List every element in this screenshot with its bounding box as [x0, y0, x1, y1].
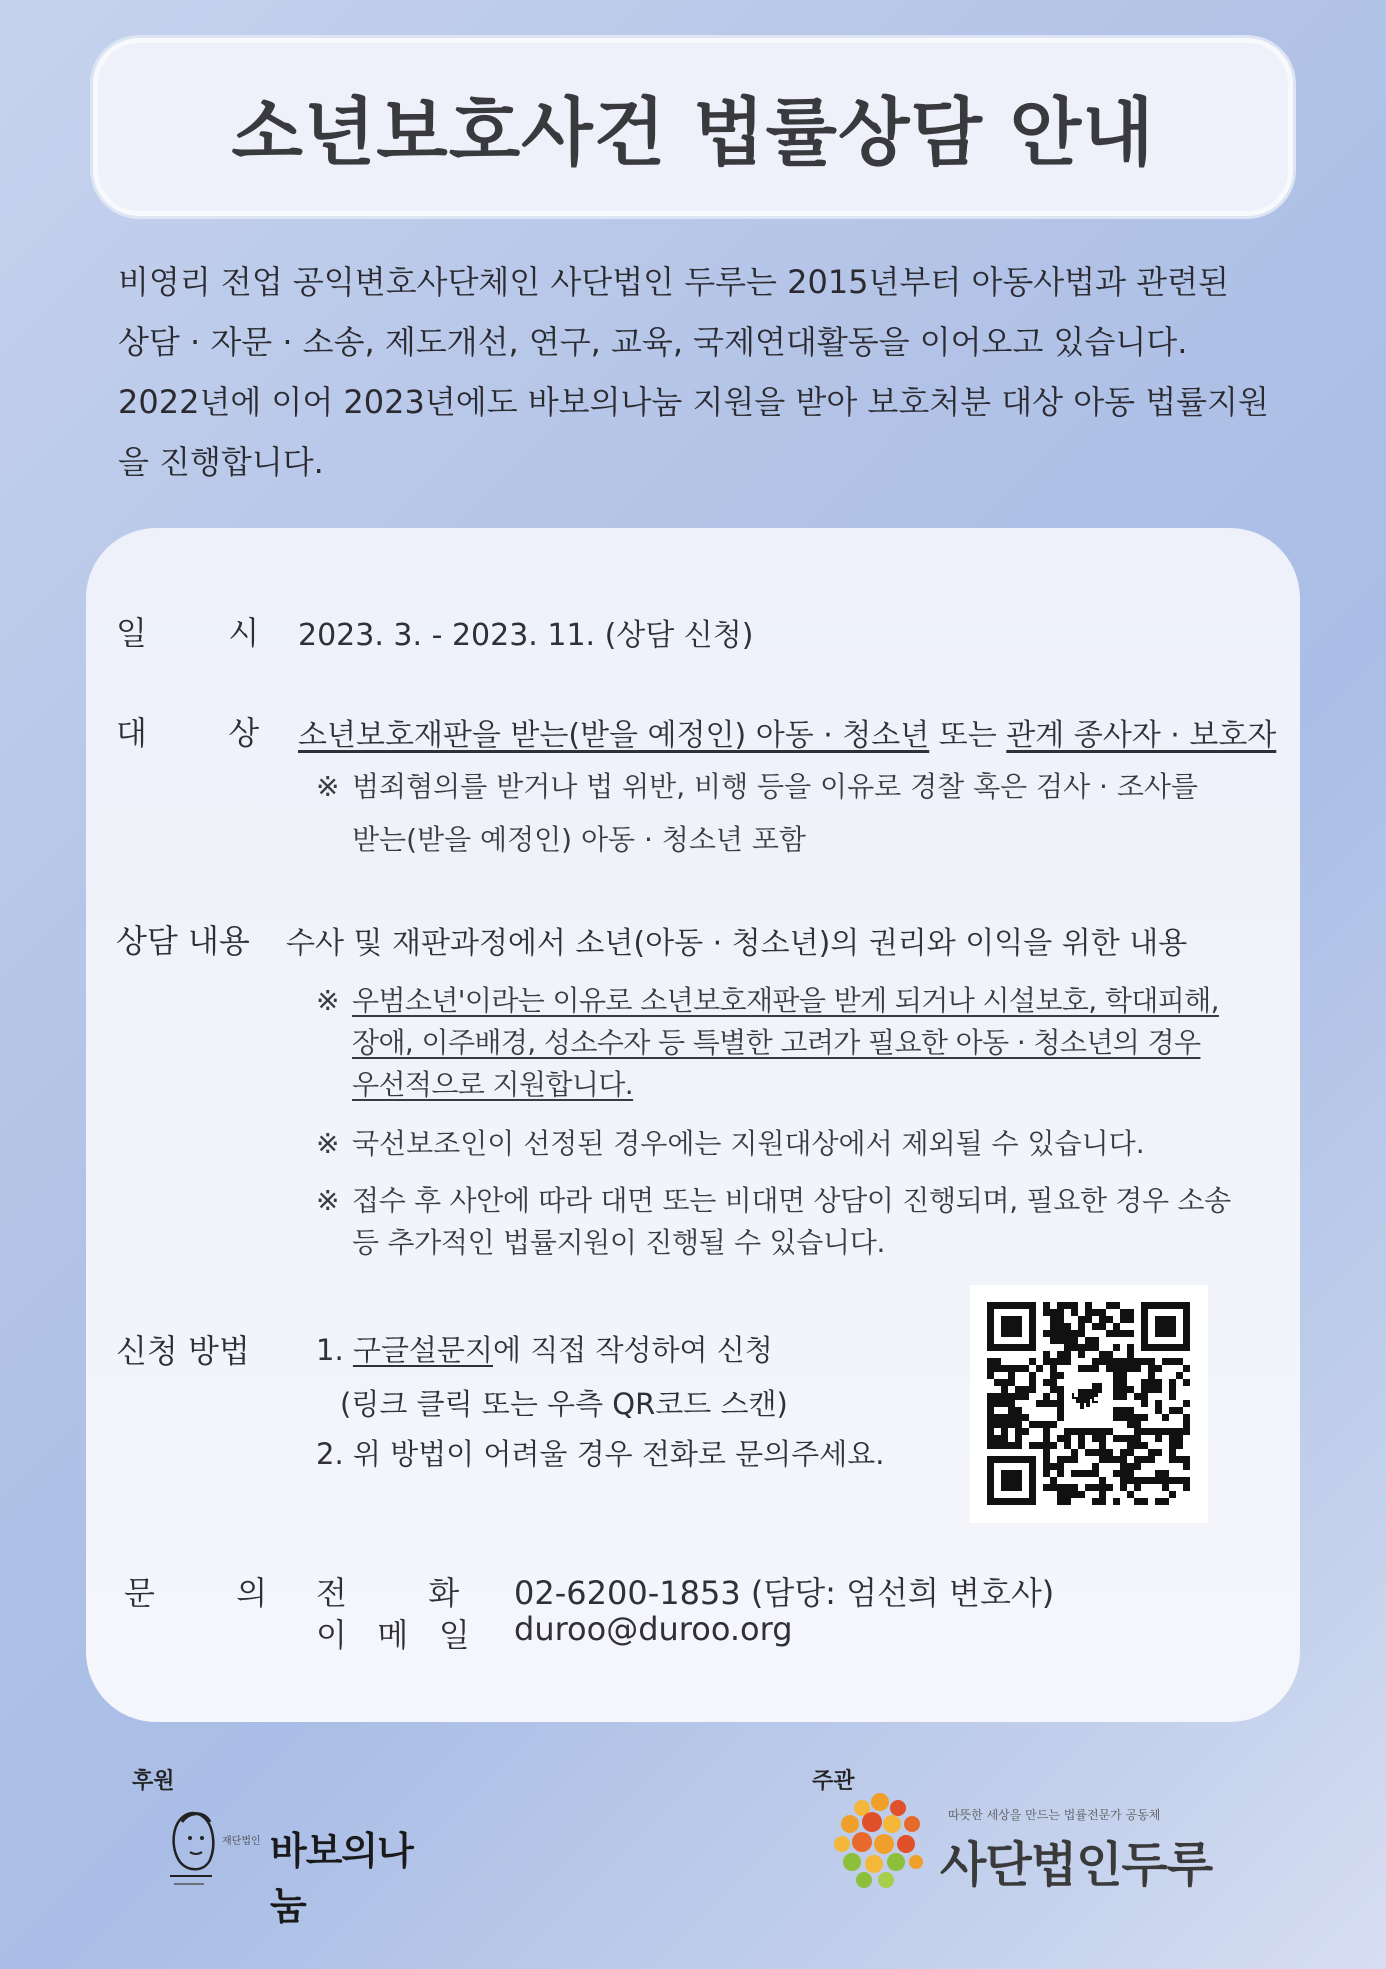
logo-dot — [874, 1834, 894, 1854]
target-value — [298, 710, 1276, 754]
qr-code[interactable] — [970, 1285, 1208, 1523]
apply-step1-sub: (링크 클릭 또는 우측 QR코드 스캔) — [340, 1387, 788, 1421]
reference-mark: ※ — [316, 984, 340, 1017]
apply-step1-number: 1. — [316, 1333, 353, 1367]
sponsor-label: 후원 — [132, 1769, 175, 1794]
qr-finder-pattern — [1001, 1316, 1022, 1337]
logo-dot — [841, 1815, 859, 1833]
target-note-line: 범죄혐의를 받거나 법 위반, 비행 등을 이유로 경찰 혹은 검사 · 조사를 — [352, 770, 1199, 803]
target-label: 대 상 — [116, 714, 260, 752]
schedule-label: 일 시 — [116, 614, 260, 652]
sponsor-logo-small: 재단법인 — [222, 1836, 261, 1847]
organizer-label: 주관 — [812, 1769, 855, 1794]
logo-dot — [871, 1793, 889, 1811]
content-note-priority — [316, 980, 1276, 1106]
dinosaur-icon — [1072, 1383, 1102, 1409]
intro-line: 상담 · 자문 · 소송, 제도개선, 연구, 교육, 국제연대활동을 이어오고 있습니다. — [118, 323, 1188, 361]
logo-dot — [865, 1855, 883, 1873]
logo-dot — [862, 1812, 882, 1832]
intro-line: 비영리 전업 공익변호사단체인 사단법인 두루는 2015년부터 아동사법과 관련된 — [118, 263, 1229, 301]
email-label: 이 메 일 — [316, 1616, 470, 1654]
reference-mark: ※ — [316, 1127, 340, 1160]
content-note-line: 등 추가적인 법률지원이 진행될 수 있습니다. — [352, 1226, 886, 1259]
phone-value[interactable]: 02-6200-1853 (담당: 엄선희 변호사) — [514, 1574, 1055, 1612]
logo-dot — [834, 1836, 850, 1852]
page-title: 소년보호사건 법률상담 안내 — [231, 90, 1155, 176]
phone-label: 전 화 — [316, 1574, 460, 1612]
apply-label: 신청 방법 — [116, 1332, 250, 1370]
logo-dot — [883, 1815, 901, 1833]
schedule-value: 2023. 3. - 2023. 11. (상담 신청) — [298, 618, 754, 653]
target-note-line: 받는(받을 예정인) 아동 · 청소년 포함 — [352, 823, 806, 856]
reference-mark: ※ — [316, 1184, 340, 1217]
sponsor-logo-text: 바보의나눔 — [270, 1828, 413, 1928]
logo-dot — [890, 1800, 906, 1816]
logo-dot — [843, 1853, 861, 1871]
organizer-name: 사단법인두루 — [940, 1837, 1213, 1893]
logo-dot — [909, 1855, 923, 1869]
reference-mark: ※ — [316, 770, 340, 803]
qr-code-image — [970, 1285, 1208, 1523]
logo-dot — [897, 1835, 915, 1853]
logo-dot — [887, 1853, 905, 1871]
contact-label: 문 의 — [124, 1574, 268, 1612]
content-note-line: 우선적으로 지원합니다. — [352, 1068, 634, 1101]
logo-dot — [904, 1816, 920, 1832]
content-note-line: 국선보조인이 선정된 경우에는 지원대상에서 제외될 수 있습니다. — [352, 1127, 1145, 1160]
qr-finder-pattern — [1155, 1316, 1176, 1337]
content-note-line: 장애, 이주배경, 성소수자 등 특별한 고려가 필요한 아동 · 청소년의 경우 — [352, 1026, 1201, 1059]
target-primary: 소년보호재판을 받는(받을 예정인) 아동 · 청소년 — [298, 718, 930, 753]
duroo-dots-icon — [830, 1792, 930, 1892]
email-value[interactable]: duroo@duroo.org — [514, 1610, 793, 1648]
organizer-logo — [830, 1790, 1230, 1900]
apply-step1 — [316, 1328, 773, 1369]
content-value: 수사 및 재판과정에서 소년(아동 · 청소년)의 권리와 이익을 위한 내용 — [286, 926, 1188, 961]
logo-dot — [852, 1832, 872, 1852]
target-connector: 또는 — [929, 718, 1007, 753]
target-secondary: 관계 종사자 · 보호자 — [1006, 718, 1277, 753]
intro-line: 을 진행합니다. — [118, 443, 324, 481]
apply-step1-text: 에 직접 작성하여 신청 — [492, 1333, 773, 1367]
content-note-exclusion — [316, 1122, 1276, 1165]
content-label: 상담 내용 — [116, 922, 250, 960]
apply-step2: 2. 위 방법이 어려울 경우 전화로 문의주세요. — [316, 1437, 885, 1471]
qr-finder-pattern — [1001, 1470, 1022, 1491]
logo-dot — [856, 1872, 872, 1888]
organizer-tagline: 따뜻한 세상을 만드는 법률전문가 공동체 — [948, 1808, 1161, 1822]
logo-dot — [878, 1872, 894, 1888]
sponsor-logo — [164, 1802, 434, 1928]
intro-paragraph — [118, 252, 1298, 492]
google-form-link[interactable]: 구글설문지 — [352, 1333, 493, 1367]
intro-line: 2022년에 이어 2023년에도 바보의나눔 지원을 받아 보호처분 대상 아동 법률지원 — [118, 383, 1269, 421]
content-note-line: 접수 후 사안에 따라 대면 또는 비대면 상담이 진행되며, 필요한 경우 소송 — [352, 1184, 1231, 1217]
content-note-process — [316, 1180, 1276, 1264]
target-note — [316, 765, 1276, 861]
title-banner — [93, 38, 1293, 216]
content-note-line: 우범소년'이라는 이유로 소년보호재판을 받게 되거나 시설보호, 학대피해, — [352, 984, 1219, 1017]
